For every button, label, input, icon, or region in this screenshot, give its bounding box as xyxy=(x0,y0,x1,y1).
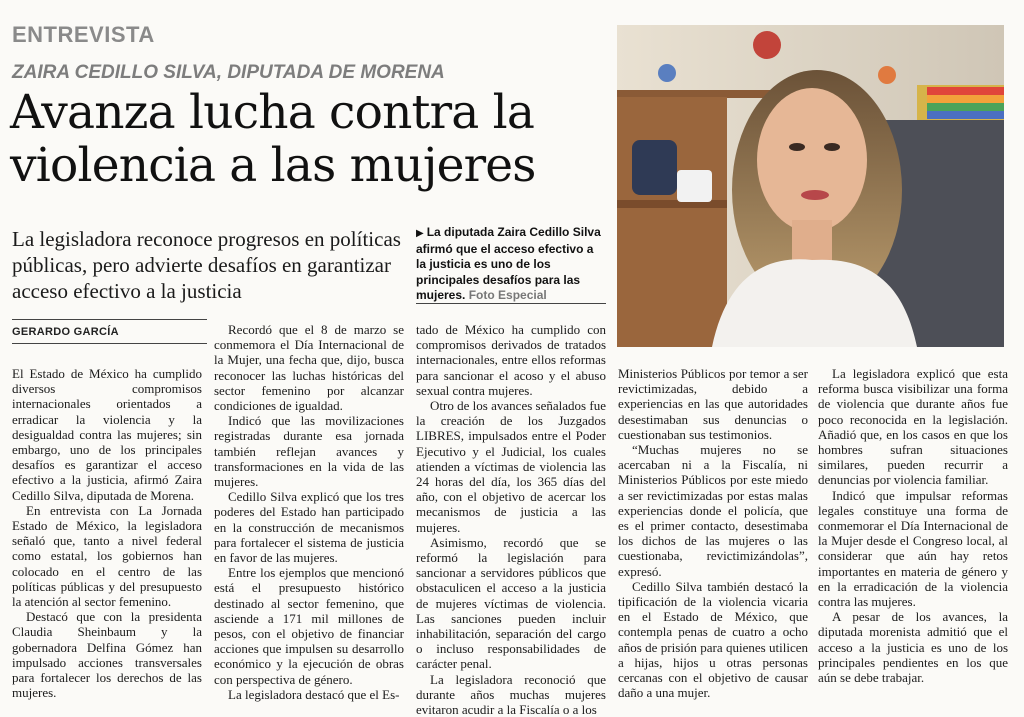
paragraph: Cedillo Silva también destacó la tipificación de la violencia vicaria en el Estado de México, que contempla penas de cuatro a ocho años de prisión para quienes utilicen a hijas, hijos u otras personas cercanas con el objetivo de causar daño a una mujer. xyxy=(618,578,808,701)
paragraph: Asimismo, recordó que se reformó la legislación para sancionar a servidores públicos que obstaculicen el acceso a la justicia de mujeres víctimas de violencia. Las sanciones pueden incluir inhabilitación, separación del cargo o incluso responsabilidades de carácter penal. xyxy=(416,534,606,672)
article-column-3 xyxy=(416,322,606,717)
paragraph: Indicó que impulsar reformas legales constituye una forma de conmemorar el Día Internacional de la Mujer desde el Congreso local, al considerar que aún hay retos importantes en materia de género y en la erradicación de la violencia contra las mujeres. xyxy=(818,487,1008,610)
article-column-4 xyxy=(618,366,808,700)
paragraph: Recordó que el 8 de marzo se conmemora el Día Internacional de la Mujer, una fecha que, dijo, busca reconocer las luchas históricas del sector femenino por alcanzar condiciones de igualdad. xyxy=(214,322,404,414)
paragraph: Destacó que con la presidenta Claudia Sheinbaum y la gobernadora Delfina Gómez han impulsado acciones transversales para fortalecer los derechos de las mujeres. xyxy=(12,609,202,701)
paragraph: Indicó que las movilizaciones registradas durante esa jornada también reflejan avances y transformaciones en la vida de las mujeres. xyxy=(214,413,404,490)
paragraph: “Muchas mujeres no se acercaban ni a la Fiscalía, ni Ministerios Públicos por este miedo a ser revictimizadas por estas malas experiencias donde el policía, que es el primer contacto, desestimaba los dichos de las mujeres o las cuestionaba, revictimizándolas”, expresó. xyxy=(618,442,808,579)
paragraph: La legisladora reconoció que durante años muchas mujeres evitaron acudir a la Fiscalía o a los xyxy=(416,671,606,717)
photo-credit: Foto Especial xyxy=(468,288,547,302)
byline-rule-bottom xyxy=(12,343,207,344)
article-column-2 xyxy=(214,322,404,702)
paragraph: Cedillo Silva explicó que los tres poderes del Estado han participado en la construcción de mecanismos para fortalecer el sistema de justicia en favor de las mujeres. xyxy=(214,489,404,566)
caption-arrow-icon: ▶ xyxy=(416,228,424,239)
paragraph: Otro de los avances señalados fue la creación de los Juzgados LIBRES, impulsados entre el Poder Ejecutivo y el Judicial, los cuales atienden a víctimas de violencia las 24 horas del día, los 365 días del año, con el objetivo de acercar los mecanismos de justicia a las mujeres. xyxy=(416,398,606,535)
paragraph: Ministerios Públicos por temor a ser revictimizadas, debido a experiencias en las que autoridades desestimaban sus denuncias o cuestionaban sus testimonios. xyxy=(618,366,808,442)
byline-rule-top xyxy=(12,319,207,320)
kicker: ZAIRA CEDILLO SILVA, DIPUTADA DE MORENA xyxy=(12,62,445,83)
paragraph: La legisladora explicó que esta reforma busca visibilizar una forma de violencia que durante años fue poco reconocida en la legislación. Añadió que, en los casos en que los hombres sufran situaciones similares, pueden recurrir a denuncias por violencia familiar. xyxy=(818,366,1008,488)
paragraph: Entre los ejemplos que mencionó está el presupuesto histórico destinado al sector femenino, que asciende a 171 mil millones de pesos, con el objetivo de financiar acciones que impulsen su desarrollo económico y la ejecución de obras con perspectiva de género. xyxy=(214,565,404,687)
article-column-1 xyxy=(12,366,202,700)
paragraph: A pesar de los avances, la diputada morenista admitió que el acceso a la justicia es uno de los principales pendientes en los que aún se debe trabajar. xyxy=(818,609,1008,686)
caption-lead: La diputada Zaira Cedillo Silva afirmó que el acceso efectivo a la justicia es uno de los principales desafíos para las mujeres. xyxy=(416,225,601,302)
byline: GERARDO GARCÍA xyxy=(12,326,119,338)
subhead: La legisladora reconoce progresos en políticas públicas, pero advierte desafíos en garantizar acceso efectivo a la justicia xyxy=(12,227,401,303)
paragraph: tado de México ha cumplido con compromisos derivados de tratados internacionales, entre ellos reformas para sancionar el acoso y el abuso sexual contra mujeres. xyxy=(416,322,606,398)
caption-rule xyxy=(416,303,606,304)
article-column-5 xyxy=(818,366,1008,685)
paragraph: La legisladora destacó que el Es- xyxy=(228,686,400,702)
section-label: ENTREVISTA xyxy=(12,22,155,47)
portrait-photo-icon xyxy=(617,25,1004,347)
paragraph: El Estado de México ha cumplido diversos compromisos internacionales orientados a erradicar la violencia y la desigualdad contra las mujeres; sin embargo, uno de los principales desafíos es garantizar el acceso efectivo a la justicia, afirmó Zaira Cedillo Silva, diputada de Morena. xyxy=(12,366,202,503)
photo-caption xyxy=(416,225,606,304)
paragraph: En entrevista con La Jornada Estado de México, la legisladora señaló que, tanto a nivel federal como estatal, los gobiernos han colocado en el centro de las políticas públicas y del presupuesto la atención al sector femenino. xyxy=(12,502,202,610)
headline: Avanza lucha contra la violencia a las mujeres xyxy=(10,85,536,193)
article-photo xyxy=(617,25,1004,347)
